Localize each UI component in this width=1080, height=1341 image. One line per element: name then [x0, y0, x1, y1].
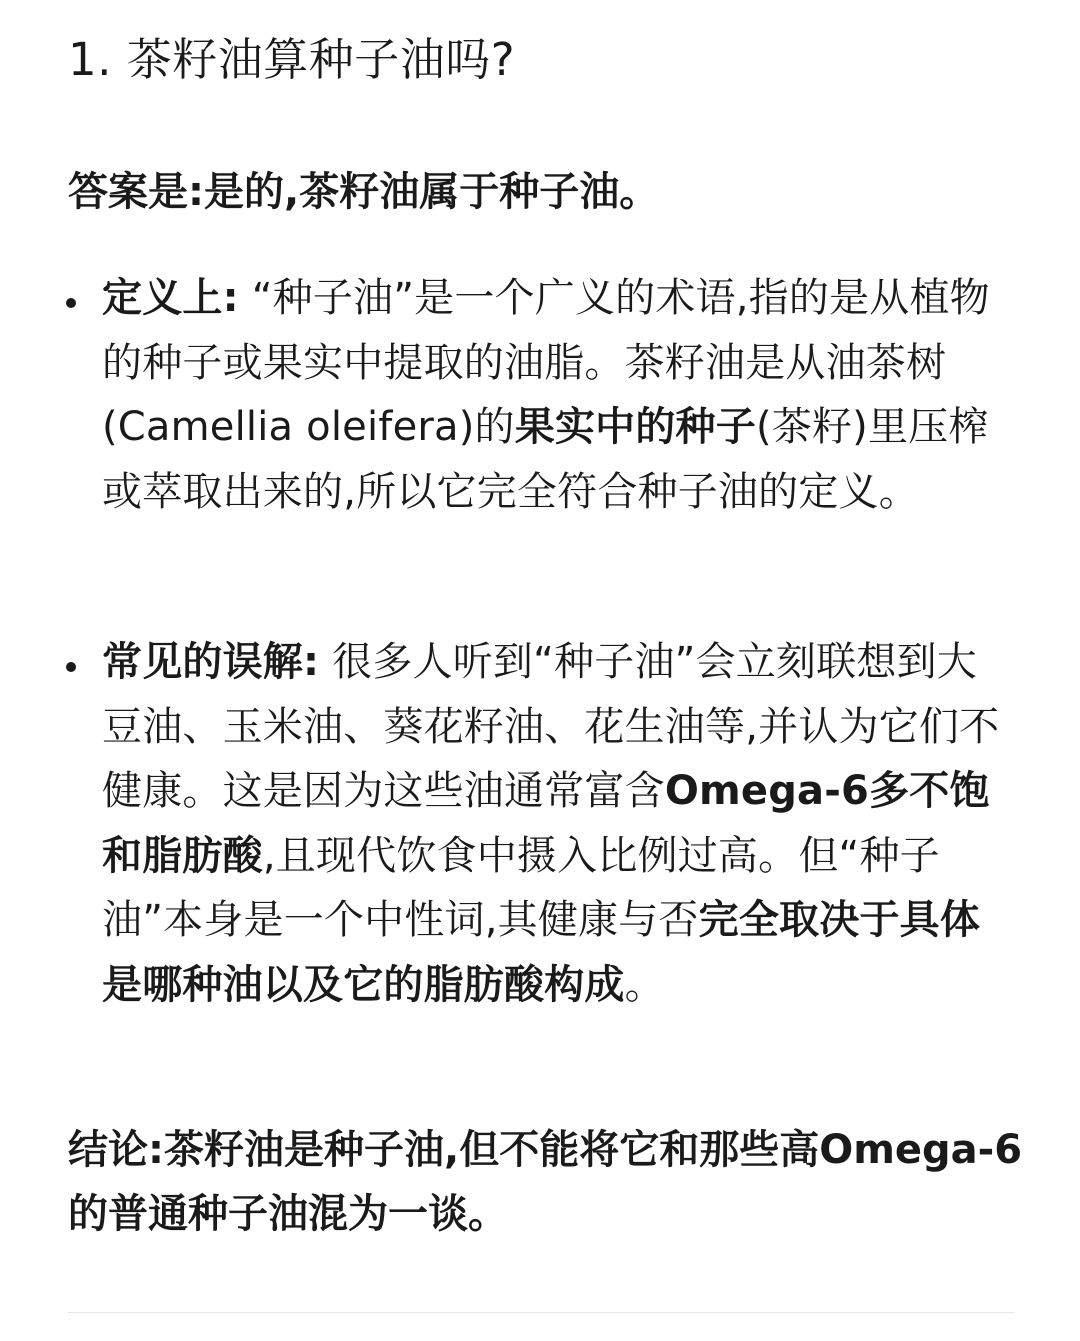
bottom-divider: [68, 1312, 1014, 1313]
bullet-body: 。: [624, 961, 665, 1008]
bullet-body: ,且现代饮食中摄入比例过高。但“种子油”本身是一个中性词,其健康与否: [102, 832, 940, 943]
section-heading: 1. 茶籽油算种子油吗?: [68, 33, 516, 86]
bullet-dot-icon: [66, 662, 76, 672]
bullet-label: 常见的误解:: [102, 639, 320, 685]
bullet-body: 很多人听到“种子油”会立刻联想到大豆油、玉米油、葵花籽油、花生油等,并认为它们不健康。这是因为这些油通常富含: [102, 639, 1000, 814]
conclusion-statement: 结论:茶籽油是种子油,但不能将它和那些高Omega-6的普通种子油混为一谈。: [68, 1127, 1023, 1237]
bullet-text: [102, 630, 1017, 1017]
bullet-text: [102, 266, 1017, 524]
bullet-dot-icon: [66, 298, 76, 308]
bullet-emphasis: 完全取决于具体是哪种油以及它的脂肪酸构成: [102, 897, 981, 1008]
bullet-label: 定义上:: [102, 275, 239, 321]
answer-statement: 答案是:是的,茶籽油属于种子油。: [68, 169, 660, 215]
bullet-body: “种子油”是一个广义的术语,指的是从植物的种子或果实中提取的油脂。茶籽油是从油茶树(Camellia oleifera)的: [102, 275, 990, 450]
bullet-body: (茶籽)里压榨或萃取出来的,所以它完全符合种子油的定义。: [102, 404, 989, 515]
bullet-emphasis: 果实中的种子: [514, 404, 756, 450]
bullet-emphasis: Omega-6多不饱和脂肪酸: [102, 768, 990, 879]
